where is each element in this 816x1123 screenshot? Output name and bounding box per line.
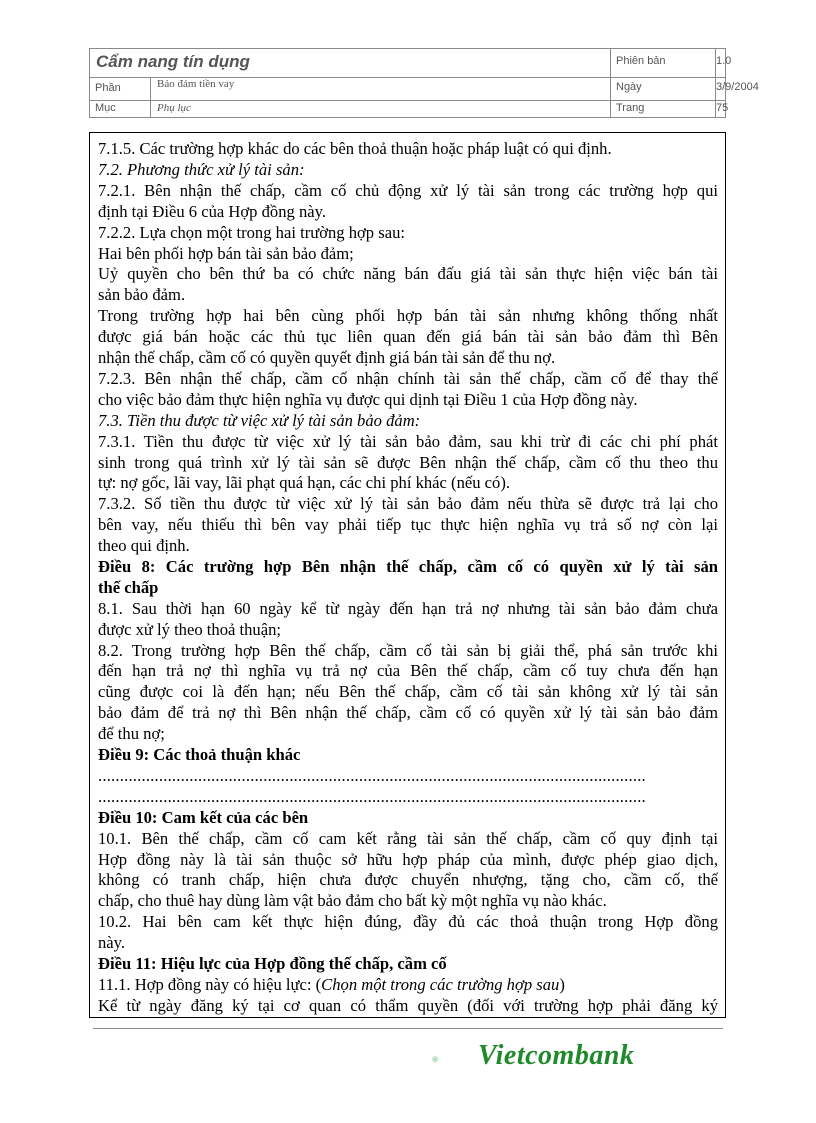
body-line: Hai bên phối hợp bán tài sản bảo đảm; — [98, 243, 354, 263]
body-line: 8.1. Sau thời hạn 60 ngày kể từ ngày đến hạn trả nợ nhưng tài sản bảo đảm chưa — [98, 598, 718, 618]
body-line: 11.1. Hợp đồng này có hiệu lực: (Chọn một trong các trường hợp sau) — [98, 974, 565, 994]
subsection-heading: 7.2. Phương thức xử lý tài sản: — [98, 159, 305, 179]
body-line: 7.3.1. Tiền thu được từ việc xử lý tài sản bảo đảm, sau khi trừ đi các chi phí phát — [98, 431, 718, 451]
document-body — [89, 132, 726, 1018]
body-line: được xử lý theo thoả thuận; — [98, 619, 281, 639]
body-line: 7.1.5. Các trường hợp khác do các bên thoả thuận hoặc pháp luật có qui định. — [98, 139, 612, 158]
brand-name: Vietcombank — [478, 1040, 635, 1071]
body-line: 8.2. Trong trường hợp Bên thế chấp, cầm cố tài sản bị giải thể, phá sản trước khi — [98, 640, 718, 660]
page-label: Trang — [611, 100, 716, 118]
body-line: đến hạn trả nợ thì nghĩa vụ trả nợ của Bên thế chấp, cầm cố tuy chưa đến hạn — [98, 661, 718, 681]
body-line: Trong trường hợp hai bên cùng phối hợp bán tài sản nhưng không thống nhất — [98, 306, 718, 326]
body-line: 10.2. Hai bên cam kết thực hiện đúng, đầy đủ các thoả thuận trong Hợp đồng — [98, 912, 718, 932]
body-line: được giá bán hoặc các thủ tục liên quan đến giá bán tài sản bảo đảm thì Bên — [98, 327, 718, 347]
body-line: này. — [98, 933, 126, 953]
vietcombank-logo-icon — [432, 1038, 474, 1080]
article-heading: Điều 10: Cam kết của các bên — [98, 807, 309, 827]
version-value: 1.0 — [716, 55, 732, 67]
body-line: 7.2.1. Bên nhận thế chấp, cầm cố chủ động xử lý tài sản trong các trường hợp qui — [98, 180, 718, 200]
version-label: Phiên bản — [611, 49, 716, 77]
date-value: 3/9/2004 — [716, 81, 759, 93]
body-line: 7.3.2. Số tiền thu được từ việc xử lý tài sản bảo đảm nếu thừa sẽ được trả lại cho — [98, 494, 718, 514]
header-row-title — [90, 49, 732, 78]
body-line: không có tranh chấp, hiện chưa được chuyển nhượng, tặng cho, cầm cố, thế — [98, 870, 718, 890]
body-line: theo qui định. — [98, 536, 190, 556]
item-label: Mục — [90, 100, 151, 118]
header-row-item — [90, 100, 729, 118]
footer-divider — [93, 1028, 723, 1029]
dotted-fill-line: .............................................................................................................................. — [98, 765, 646, 785]
body-line: Uỷ quyền cho bên thứ ba có chức năng bán đấu giá tài sản thực hiện việc bán tài — [98, 264, 718, 284]
body-line: cho việc bảo đảm thực hiện nghĩa vụ được qui dịnh tại Điều 1 của Hợp đồng này. — [98, 389, 638, 409]
article-heading: thế chấp — [98, 577, 159, 597]
body-line: sinh trong quá trình xử lý tài sản sẽ được Bên nhận thế chấp, cầm cố thu theo thu — [98, 452, 718, 472]
body-line: nhận thế chấp, cầm cố có quyền quyết định giá bán tài sản để thu nợ. — [98, 348, 556, 367]
item-value: Phụ lục — [151, 100, 611, 118]
body-line: bảo đảm để trả nợ thì Bên nhận thế chấp, cầm cố có quyền xử lý tài sản bảo đảm — [98, 703, 718, 723]
subsection-heading: 7.3. Tiền thu được từ việc xử lý tài sản bảo đảm: — [98, 410, 421, 430]
document-title: Cẩm nang tín dụng — [90, 49, 611, 77]
section-value: Bảo đảm tiền vay — [151, 77, 611, 100]
dotted-fill-line: .............................................................................................................................. — [98, 786, 646, 806]
body-line: 10.1. Bên thế chấp, cầm cố cam kết rằng tài sản thế chấp, cầm cố quy định tại — [98, 828, 718, 848]
section-label: Phần — [90, 77, 151, 100]
body-line: 7.2.2. Lựa chọn một trong hai trường hợp sau: — [98, 222, 405, 242]
article-heading: Điều 11: Hiệu lực của Hợp đồng thế chấp, cầm cố — [98, 954, 447, 974]
page-number: 75 — [716, 102, 729, 114]
document-header-table — [89, 48, 759, 118]
body-line: 7.2.3. Bên nhận thế chấp, cầm cố nhận chính tài sản thế chấp, cầm cố để thay thế — [98, 368, 718, 388]
body-line: định tại Điều 6 của Hợp đồng này. — [98, 201, 326, 221]
article-heading: Điều 9: Các thoả thuận khác — [98, 745, 301, 765]
body-line: bên vay, nếu thiếu thì bên vay phải tiếp tục thực hiện nghĩa vụ trả số nợ còn lại — [98, 515, 718, 535]
body-line: cũng được coi là đến hạn; nếu Bên thế chấp, cầm cố tài sản không xử lý tài sản — [98, 682, 718, 702]
article-heading: Điều 8: Các trường hợp Bên nhận thế chấp, cầm cố có quyền xử lý tài sản — [98, 556, 718, 576]
body-line: chấp, cho thuê hay dùng làm vật bảo đảm cho bất kỳ một nghĩa vụ nào khác. — [98, 891, 607, 911]
body-line: sản bảo đảm. — [98, 285, 186, 305]
date-label: Ngày — [611, 77, 716, 100]
body-line: Kể từ ngày đăng ký tại cơ quan có thẩm quyền (đối với trường hợp phải đăng ký — [98, 995, 718, 1015]
body-line: Hợp đồng này là tài sản thuộc sở hữu hợp pháp của mình, được phép giao dịch, — [98, 849, 718, 869]
body-line: tự: nợ gốc, lãi vay, lãi phạt quá hạn, các chi phí khác (nếu có). — [98, 473, 511, 493]
body-line: để thu nợ; — [98, 724, 165, 744]
header-row-section — [90, 77, 759, 101]
